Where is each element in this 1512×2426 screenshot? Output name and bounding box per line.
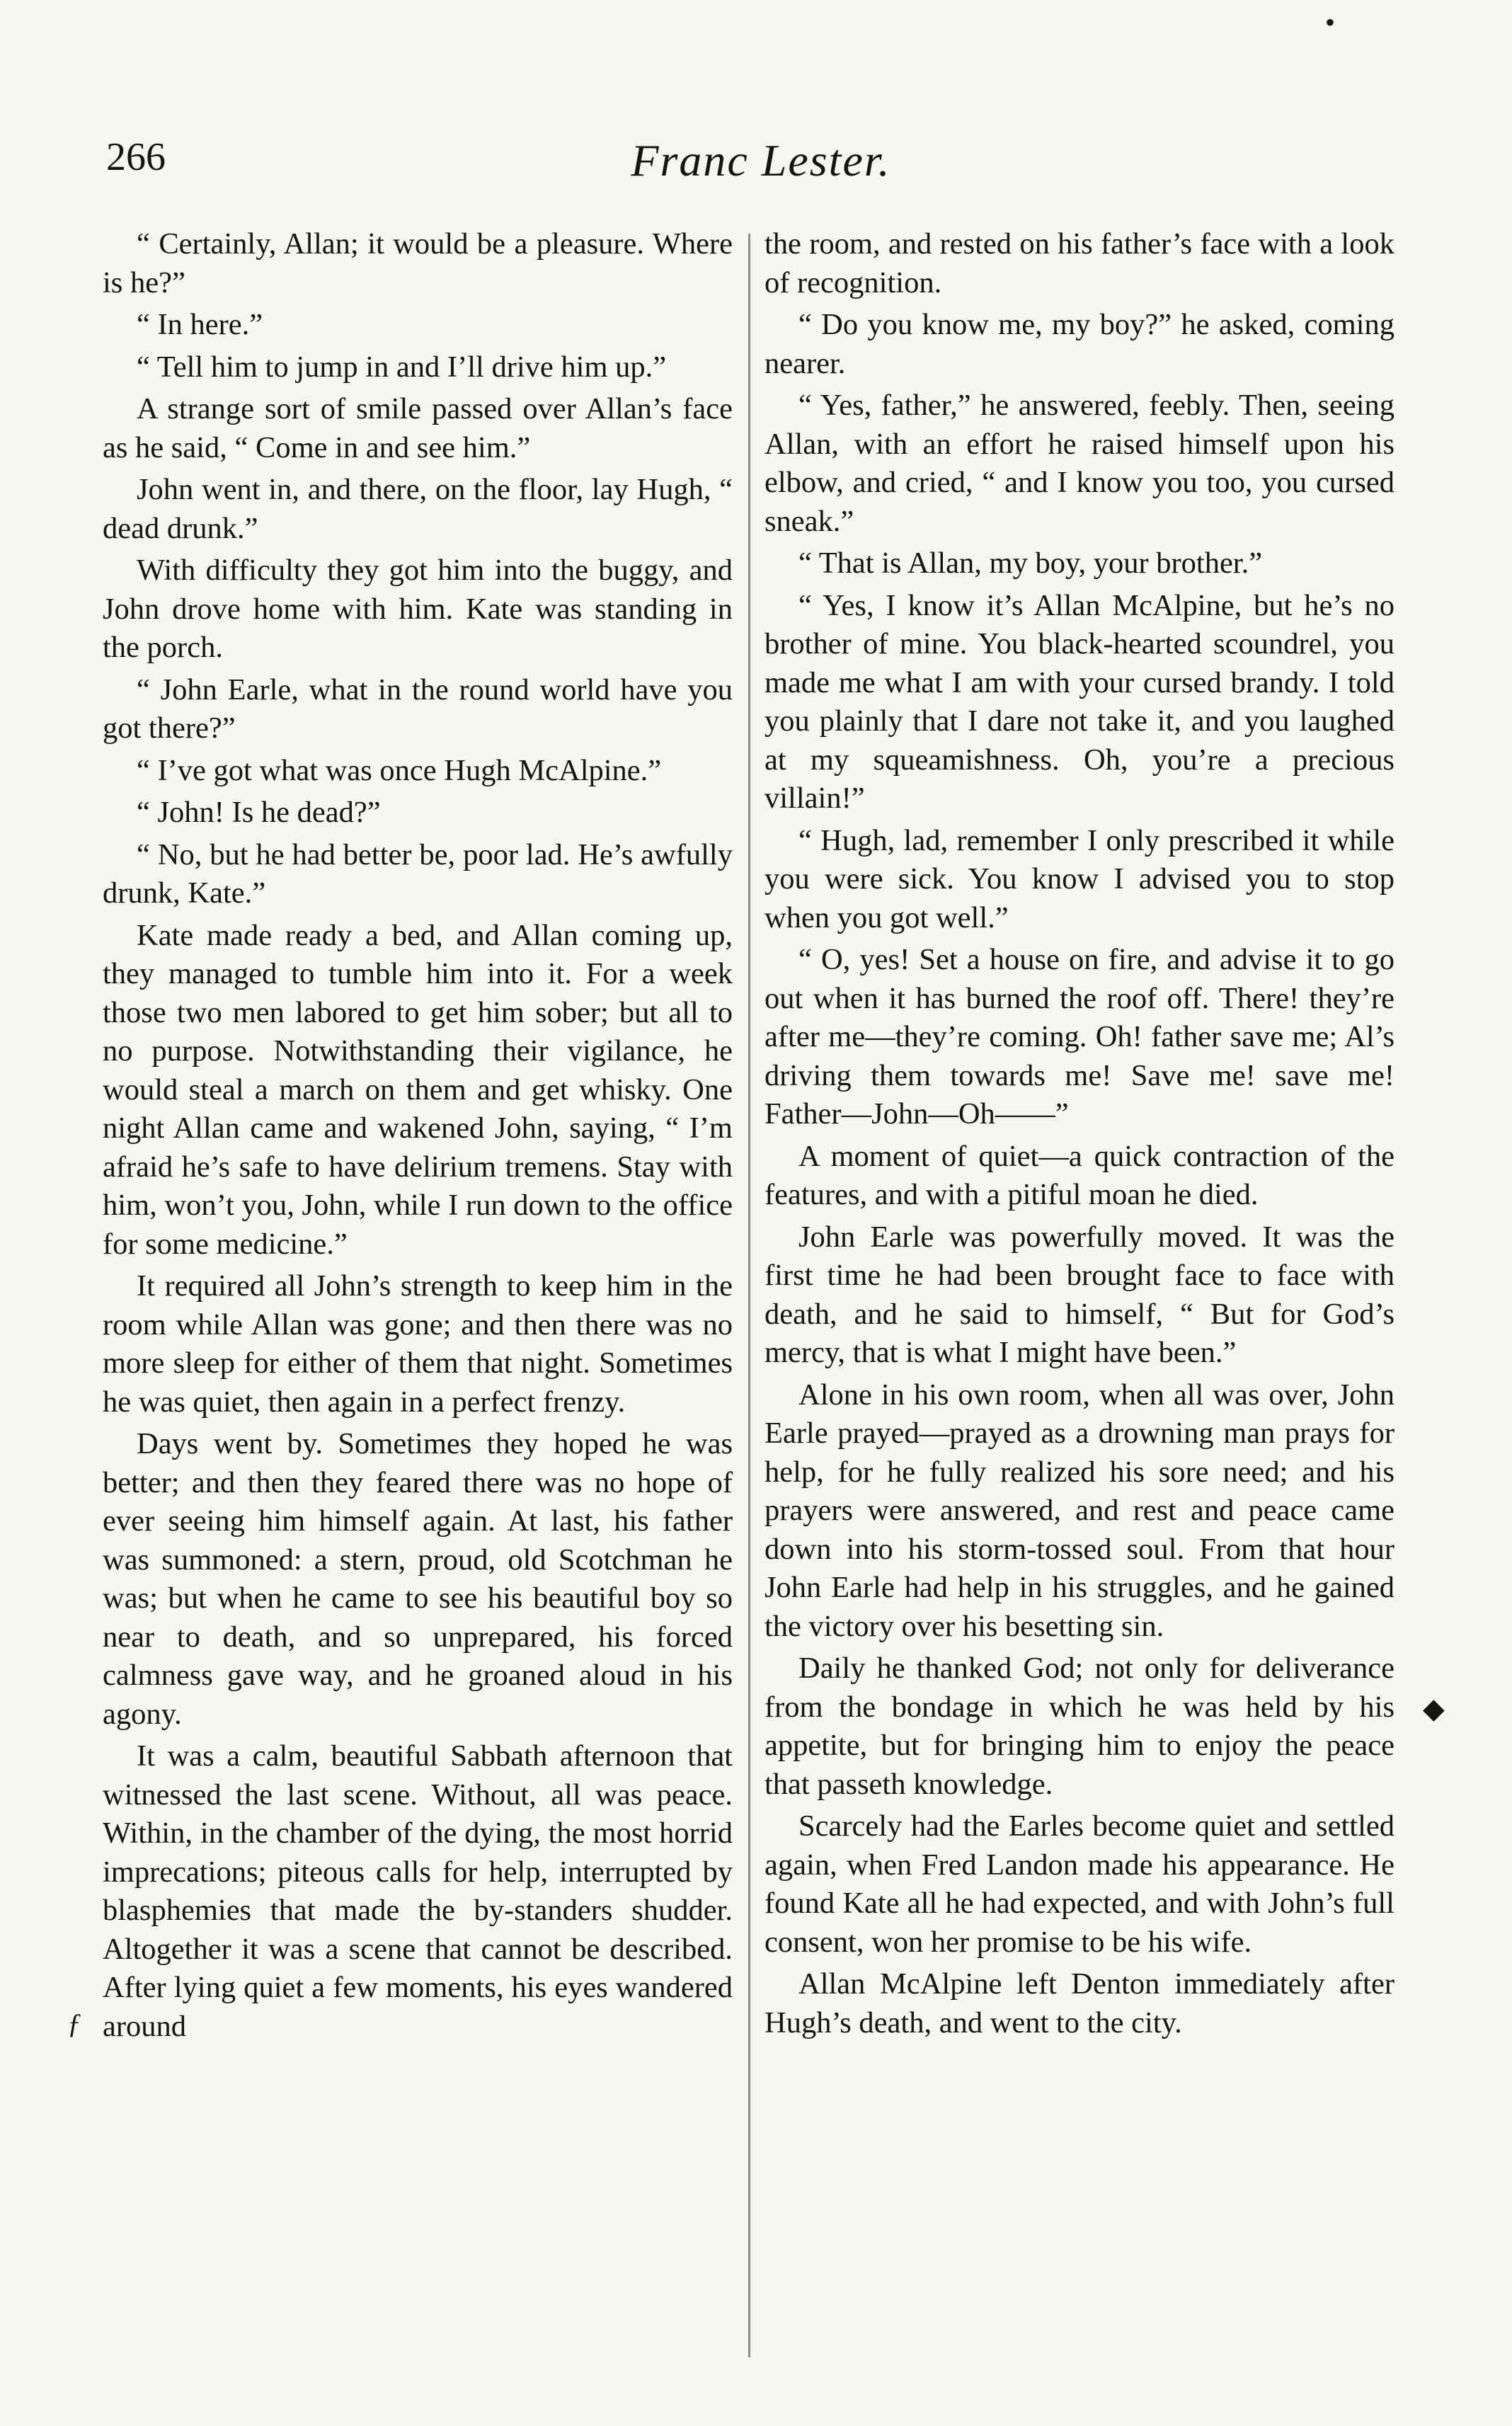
paragraph: “ In here.” bbox=[137, 308, 263, 341]
paragraph: “ Tell him to jump in and I’ll drive him up.” bbox=[137, 350, 667, 384]
paragraph: A moment of quiet—a quick contraction of the features, and with a pitiful moan he died. bbox=[764, 1139, 1394, 1211]
paragraph: “ John Earle, what in the round world have you got there?” bbox=[103, 673, 733, 745]
right-column bbox=[764, 225, 1394, 2046]
paragraph: “ Yes, I know it’s Allan McAlpine, but he’s no brother of mine. You black-hearted scoundrel, you made me what I am with your cursed brandy. I told you plainly that I dare not take it, and you laughed at my squeamishness. Oh, you’re a precious villain!” bbox=[764, 588, 1394, 815]
paragraph: John went in, and there, on the floor, lay Hugh, “ dead drunk.” bbox=[103, 473, 733, 545]
paragraph: “ Do you know me, my boy?” he asked, coming nearer. bbox=[764, 308, 1394, 380]
paragraph: John Earle was powerfully moved. It was the first time he had been brought face to face with death, and he said to himself, “ But for God’s mercy, that is what I might have been.” bbox=[764, 1220, 1394, 1369]
paragraph: “ Certainly, Allan; it would be a pleasure. Where is he?” bbox=[103, 227, 733, 299]
paragraph: Days went by. Sometimes they hoped he was better; and then they feared there was no hope of ever seeing him himself again. At last, his father was summoned: a stern, proud, old Scotchman he was; but when he came to see his beautiful boy so near to death, and so unprepared, his forced calmness gave way, and he groaned aloud in his agony. bbox=[103, 1427, 733, 1731]
margin-mark-right: ◆ bbox=[1423, 1693, 1445, 1724]
paragraph: “ That is Allan, my boy, your brother.” bbox=[798, 547, 1263, 580]
paragraph: Alone in his own room, when all was over, John Earle prayed—prayed as a drowning man prays for help, for he fully realized his sore need; and his prayers were answered, and rest and peace came down into his storm-tossed soul. From that hour John Earle had help in his struggles, and he gained the victory over his besetting sin. bbox=[764, 1378, 1394, 1643]
paragraph: “ No, but he had better be, poor lad. He’s awfully drunk, Kate.” bbox=[103, 837, 733, 910]
column-divider bbox=[748, 234, 750, 2357]
paragraph: “ I’ve got what was once Hugh McAlpine.” bbox=[137, 753, 662, 787]
paragraph: “ John! Is he dead?” bbox=[137, 796, 381, 829]
paragraph: With difficulty they got him into the buggy, and John drove home with him. Kate was standing in the porch. bbox=[103, 554, 733, 664]
left-column bbox=[103, 225, 733, 2049]
margin-mark-top: • bbox=[1325, 6, 1336, 38]
paragraph: “ Hugh, lad, remember I only prescribed it while you were sick. You know I advised you to stop when you got well.” bbox=[764, 823, 1394, 934]
margin-mark-left: ƒ bbox=[67, 2008, 81, 2039]
paragraph: “ Yes, father,” he answered, feebly. Then, seeing Allan, with an effort he raised himself upon his elbow, and cried, “ and I know you too, you cursed sneak.” bbox=[764, 389, 1394, 538]
page-number: 266 bbox=[106, 135, 166, 179]
running-head: Franc Lester. bbox=[631, 135, 891, 185]
paragraph: It was a calm, beautiful Sabbath afternoon that witnessed the last scene. Without, all was peace. Within, in the chamber of the dying, the most horrid imprecations; piteous calls for help, interrupted by blasphemies that made the by-standers shudder. Altogether it was a scene that cannot be described. After lying quiet a few moments, his eyes wandered around bbox=[103, 1739, 733, 2043]
paragraph: It required all John’s strength to keep him in the room while Allan was gone; and then there was no more sleep for either of them that night. Sometimes he was quiet, then again in a perfect frenzy. bbox=[103, 1269, 733, 1419]
paragraph: “ O, yes! Set a house on fire, and advise it to go out when it has burned the roof off. There! they’re after me—they’re coming. Oh! father save me; Al’s driving them towards me! Save me! save me! Father—John—Oh——” bbox=[764, 943, 1394, 1131]
paragraph: A strange sort of smile passed over Allan’s face as he said, “ Come in and see him.” bbox=[103, 392, 733, 464]
paragraph: Daily he thanked God; not only for deliverance from the bondage in which he was held by his appetite, but for bringing him to enjoy the peace that passeth knowledge. bbox=[764, 1652, 1394, 1801]
paragraph: the room, and rested on his father’s face with a look of recognition. bbox=[764, 227, 1394, 299]
paragraph: Scarcely had the Earles become quiet and settled again, when Fred Landon made his appearance. He found Kate all he had expected, and with John’s full consent, won her promise to be his wife. bbox=[764, 1809, 1394, 1959]
page-header bbox=[106, 135, 1416, 191]
paragraph: Allan McAlpine left Denton immediately after Hugh’s death, and went to the city. bbox=[764, 1967, 1394, 2039]
paragraph: Kate made ready a bed, and Allan coming up, they managed to tumble him into it. For a week those two men labored to get him sober; but all to no purpose. Notwithstanding their vigilance, he would steal a march on them and get whisky. One night Allan came and wakened John, saying, “ I’m afraid he’s safe to have delirium tremens. Stay with him, won’t you, John, while I run down to the office for some medicine.” bbox=[103, 918, 733, 1261]
